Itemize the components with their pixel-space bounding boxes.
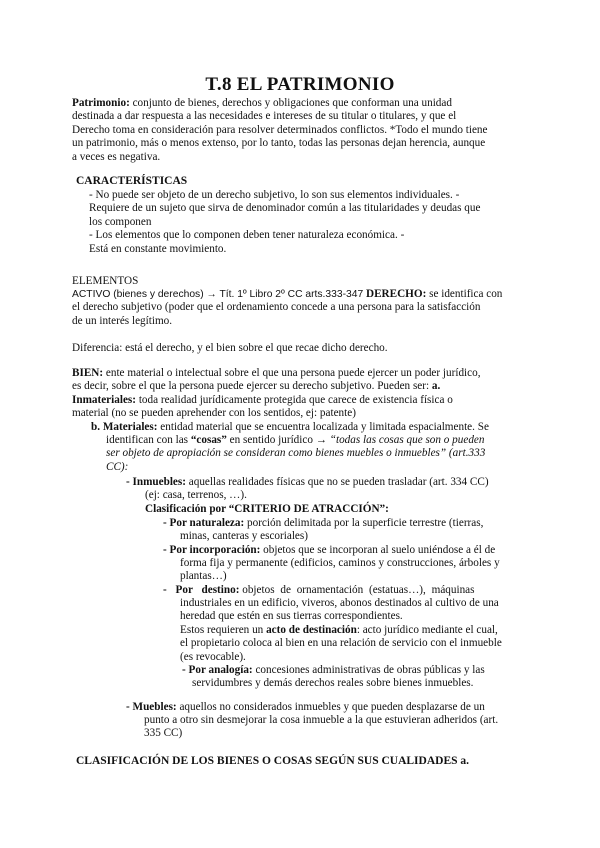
muebles-item [126,701,485,714]
page-title: T.8 EL PATRIMONIO [205,74,395,95]
text-line: : acto jurídico mediante el cual, [356,623,498,636]
text-line: material (no se pueden aprehender con los sentidos, ej: patente) [72,407,356,420]
text-line: industriales en un edificio, viveros, abonos destinados al cultivo de una [180,597,499,609]
text-line: el derecho subjetivo (poder que el ordenamiento concede a una persona para la satisfacción [72,301,481,314]
text-line: forma fija y permanente (edificios, caminos y construcciones, árboles y [180,557,500,569]
text-line: en sentido jurídico → [229,434,327,446]
patrimonio-term: Patrimonio: [72,97,130,109]
text-line: servidumbres y demás derechos reales sobre bienes inmuebles. [192,677,474,689]
text-line: toda realidad jurídicamente protegida que carece de existencia física o [138,393,453,406]
text-line: porción delimitada por la superficie terrestre (tierras, [247,517,484,529]
text-line: un patrimonio, más o menos extenso, por lo tanto, todas las personas dejan herencia, aunque [72,137,486,150]
quote-text: CC): [106,460,129,473]
text-line: aquellos no considerados inmuebles y que pueden desplazarse de un [179,701,485,713]
text-line: el propietario coloca al bien en una relación de servicio con el inmueble [180,637,502,650]
text-line: aquellas realidades físicas que no se pueden trasladar (art. 334 CC) [188,476,489,488]
text-line: de un interés legítimo. [72,314,173,327]
text-line: Derecho toma en consideración para resolver determinados conflictos. *Todo el mundo tiene [72,123,488,136]
quote-text: ser objeto de apropiación se consideran como bienes muebles o inmuebles” (art.333 [106,447,486,460]
materiales-term: b. Materiales: [91,421,158,433]
destino-term: - Por destino: [163,584,240,596]
naturaleza-item [163,517,483,530]
text-line: plantas…) [180,570,227,583]
text-line: “CRITERIO DE ATRACCIÓN”: [228,503,389,515]
clasificacion-cualidades-heading: CLASIFICACIÓN DE LOS BIENES O COSAS SEGÚN SUS CUALIDADES a. [76,755,470,767]
diferencia-line: Diferencia: está el derecho, y el bien sobre el que recae dicho derecho. [72,342,388,354]
inmateriales-term: Inmateriales: [72,393,137,406]
patrimonio-paragraph [72,97,528,164]
text-line: objetos de ornamentación (estatuas…), máquinas [242,584,475,596]
text-line: destinada a dar respuesta a las necesidades e intereses de su titular o titulares, y que el [72,110,457,123]
inmuebles-example: (ej: casa, terrenos, …). [145,489,247,501]
text-line: a veces es negativa. [72,150,161,163]
text-line: (es revocable). [180,650,246,663]
incorporacion-continuation [180,557,532,584]
incorporacion-item [163,544,495,557]
clasificacion-heading [145,503,389,516]
text-line: es decir, sobre el que la persona puede ejercer su derecho subjetivo. Pueden ser: [72,380,430,393]
caracteristicas-list [89,189,529,256]
text-line: Estos requieren un [180,623,264,636]
text-line: - No puede ser objeto de un derecho subjetivo, lo son sus elementos individuales. - [89,189,460,201]
bien-paragraph [72,367,528,421]
analogia-term: - Por analogía: [182,664,253,676]
text-line: 335 CC) [144,727,183,740]
cosas-term: “cosas” [190,434,227,446]
text-line: se identifica con [429,288,503,300]
derecho-term: DERECHO: [366,288,427,300]
analogia-item [182,664,485,677]
caracteristicas-heading: CARACTERÍSTICAS [76,175,188,187]
text-line: minas, canteras y escoriales) [180,530,308,542]
destino-continuation [180,597,532,664]
incorporacion-term: - Por incorporación: [163,544,261,556]
text-line: los componen [89,215,152,228]
text-line: concesiones administrativas de obras públicas y las [255,664,485,676]
inmuebles-term: - Inmuebles: [126,476,186,488]
muebles-continuation [144,714,534,741]
bien-term: BIEN: [72,367,104,379]
acto-destinacion-term: acto de destinación [266,623,357,636]
materiales-paragraph [106,434,531,474]
text-line: Clasificación por [145,503,226,515]
materiales-line1 [91,421,489,434]
text-line: Requiere de un sujeto que sirva de denominador común a las titularidades y deudas que [89,202,481,215]
text-line: heredad que estén en sus tierras correspondientes. [180,610,403,623]
elementos-heading: ELEMENTOS [72,275,139,287]
quote-text: “todas las cosas que son o pueden [329,434,485,446]
text-line: punto a otro sin desmejorar la cosa inmueble a la que estuvieran adheridos (art. [144,714,499,726]
list-marker: a. [431,380,441,393]
naturaleza-term: - Por naturaleza: [163,517,245,529]
text-line: - Los elementos que lo componen deben tener naturaleza económica. - [89,229,405,242]
text-line: entidad material que se encuentra localizada y limitada espacialmente. Se [160,421,489,433]
activo-label: ACTIVO (bienes y derechos) → Tít. 1º Libro 2º CC arts.333-347 [72,289,364,300]
destino-item [163,584,475,597]
text-line: objetos que se incorporan al suelo uniéndose a él de [263,544,496,556]
text-line: Está en constante movimiento. [89,242,227,255]
muebles-term: - Muebles: [126,701,177,713]
text-line: conjunto de bienes, derechos y obligaciones que conforman una unidad [132,97,452,109]
elementos-paragraph [72,288,528,328]
text-line: ente material o intelectual sobre el que una persona puede ejercer un poder jurídico, [105,367,481,379]
inmuebles-line1 [126,476,489,489]
text-line: identifican con las [106,434,189,446]
